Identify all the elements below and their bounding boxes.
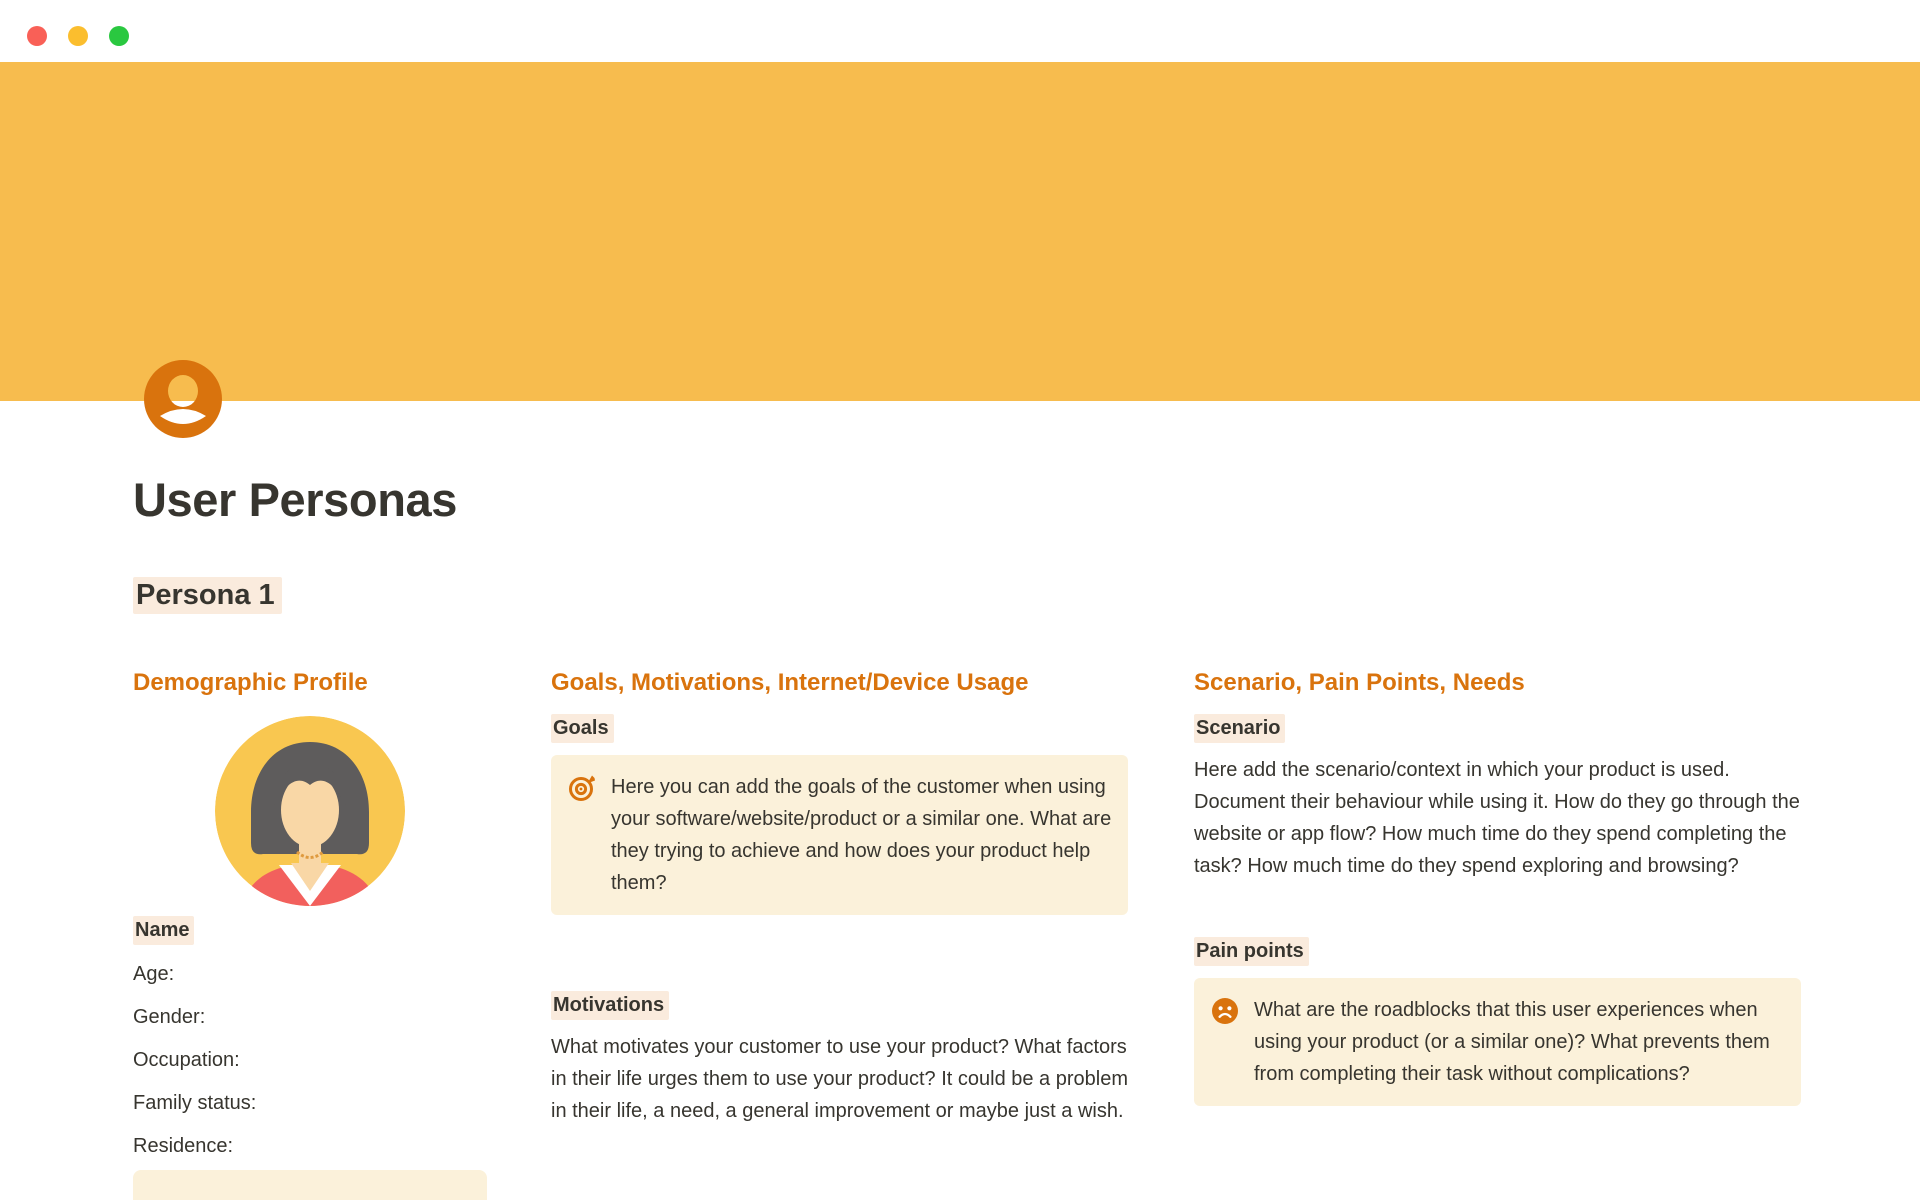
field-family: Family status:	[133, 1092, 257, 1114]
zoom-button[interactable]	[109, 26, 129, 46]
goals-callout-text: Here you can add the goals of the customer when using your software/website/product or a similar one. What are they trying to achieve and how does your product help them?	[611, 776, 1112, 894]
woman-avatar-illustration	[215, 716, 405, 906]
scenario-text: Here add the scenario/context in which your product is used. Document their behaviour while using it. How do they go through the website or app flow? How much time do they spend completing the task? How much time do they spend exploring and browsing?	[1194, 759, 1800, 877]
name-label: Name	[133, 916, 194, 945]
goals-callout	[551, 755, 1128, 915]
minimize-button[interactable]	[68, 26, 88, 46]
pain-points-callout-text: What are the roadblocks that this user experiences when using your product (or a similar one)? What prevents them from completing their task without complications?	[1254, 999, 1770, 1085]
column-demographic-profile	[133, 666, 487, 1200]
motivations-text: What motivates your customer to use your product? What factors in their life urges them to use your product? It could be a problem in their life, a need, a general improvement or maybe just a wish.	[551, 1036, 1128, 1122]
target-icon	[568, 774, 596, 802]
woman-avatar-image[interactable]	[215, 716, 405, 906]
goals-label: Goals	[551, 714, 614, 743]
demographic-profile-heading: Demographic Profile	[133, 669, 368, 696]
goals-motivations-heading: Goals, Motivations, Internet/Device Usage	[551, 669, 1029, 696]
pain-points-label: Pain points	[1194, 937, 1309, 966]
column-goals-motivations	[551, 666, 1128, 1127]
column-scenario-painpoints	[1194, 666, 1801, 1106]
scenario-painpoints-heading: Scenario, Pain Points, Needs	[1194, 669, 1525, 696]
field-age: Age:	[133, 963, 175, 985]
cover-image	[0, 62, 1920, 401]
close-button[interactable]	[27, 26, 47, 46]
field-gender: Gender:	[133, 1006, 206, 1028]
field-occupation: Occupation:	[133, 1049, 240, 1071]
page-title: User Personas	[133, 473, 457, 526]
pain-points-callout	[1194, 978, 1801, 1106]
page-content	[133, 401, 1801, 1200]
cutoff-callout	[133, 1170, 487, 1200]
motivations-label: Motivations	[551, 991, 669, 1020]
persona-columns	[133, 666, 1801, 1200]
persona-heading: Persona 1	[133, 577, 282, 614]
scenario-label: Scenario	[1194, 714, 1285, 743]
field-residence: Residence:	[133, 1135, 234, 1157]
window-titlebar	[0, 0, 1920, 62]
sad-face-icon	[1211, 997, 1239, 1025]
